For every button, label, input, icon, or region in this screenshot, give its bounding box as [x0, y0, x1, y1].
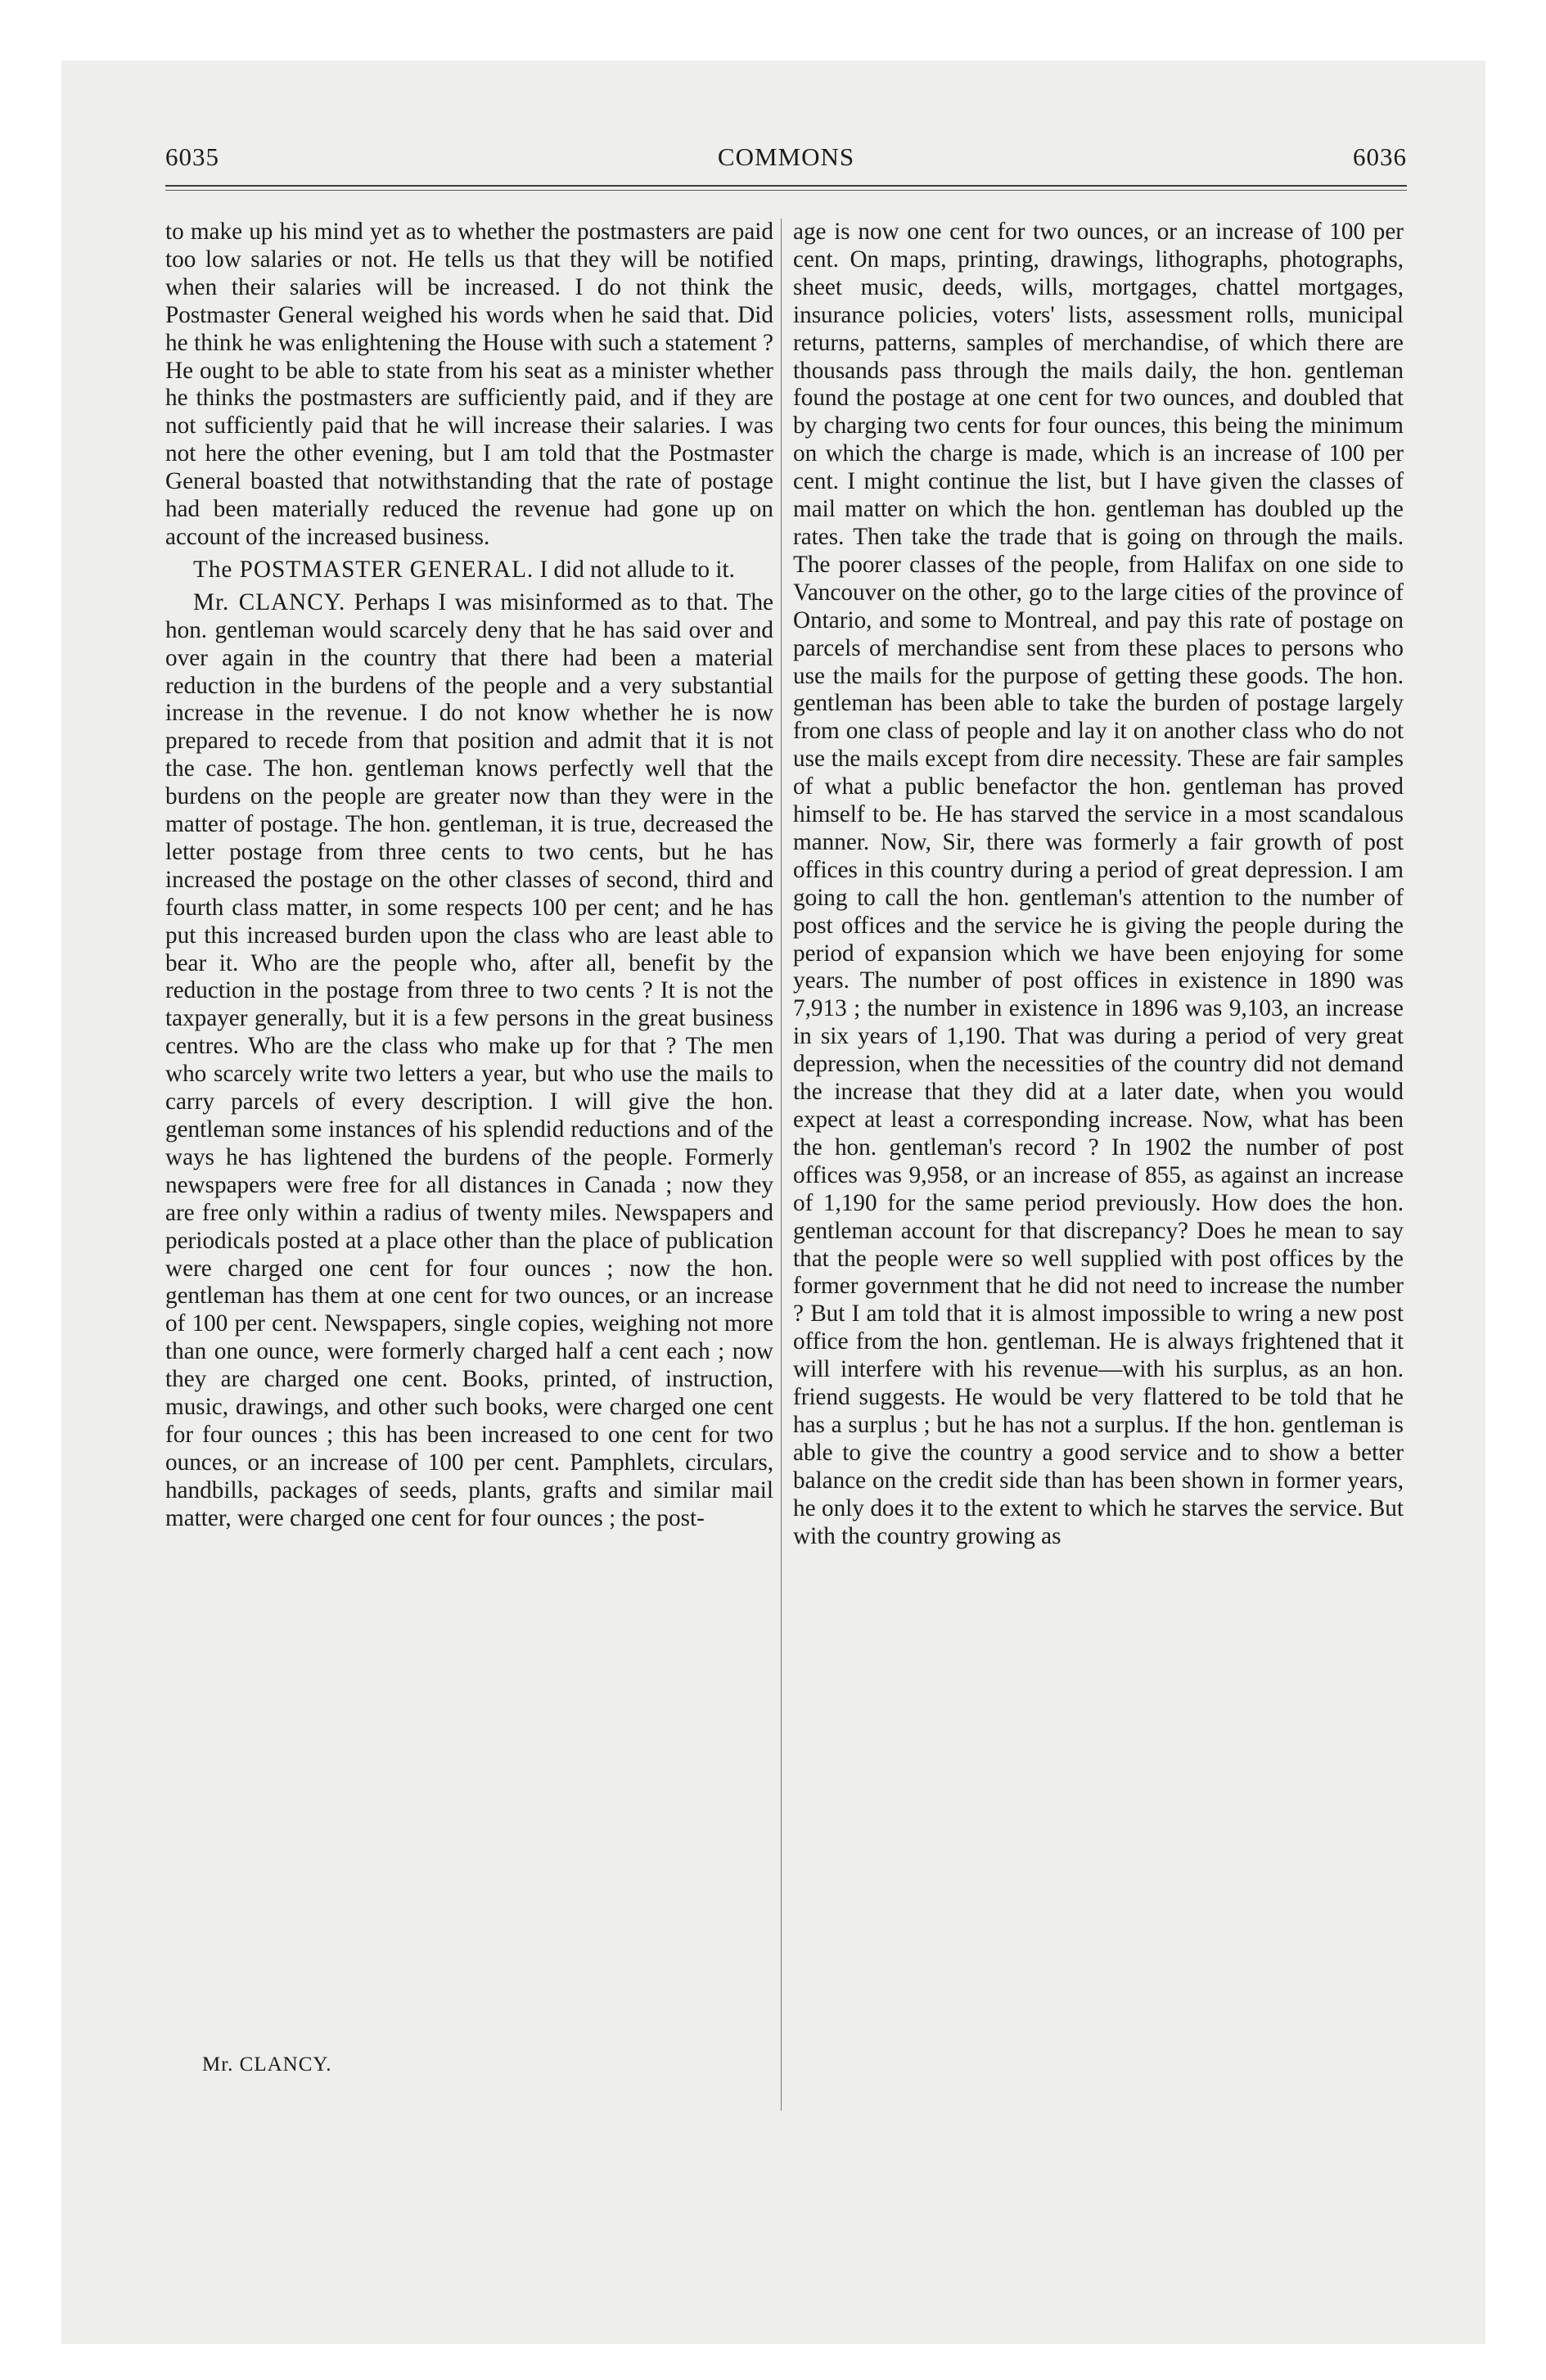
header-rule	[165, 185, 1407, 187]
speech-text: I did not allude to it.	[539, 556, 735, 583]
paragraph: to make up his mind yet as to whether the postmasters are paid too low salaries or not. He tells us that they will be notified when their salaries will be increased. I do not think the Postmaster General weighed his words when he said that. Did he think he was enlightening the House with such a statement ? He ought to be able to state from his seat as a minister whether he thinks the postmasters are sufficiently paid, and if they are not sufficiently paid that he will increase their salaries. I was not here the other evening, but I am told that the Postmaster General boasted that notwithstanding that the rate of postage had been materially reduced the revenue had gone up on account of the increased business.	[165, 219, 773, 550]
paragraph: age is now one cent for two ounces, or an increase of 100 per cent. On maps, printing, drawings, lithographs, photographs, sheet music, deeds, wills, mortgages, chattel mortgages, insurance policies, voters' lists, assessment rolls, municipal returns, patterns, samples of merchandise, of which there are thousands pass through the mails daily, the hon. gentleman found the postage at one cent for two ounces, and doubled that by charging two cents for four ounces, this being the minimum on which the charge is made, which is an increase of 100 per cent. I might continue the list, but I have given the classes of mail matter on which the hon. gentleman has doubled up the rates. Then take the trade that is going on through the mails. The poorer classes of the people, from Halifax on one side to Vancouver on the other, go to the large cities of the province of Ontario, and some to Montreal, and pay this rate of postage on parcels of merchandise sent from these places to persons who use the mails for the purpose of getting these goods. The hon. gentleman has been able to take the burden of postage largely from one class of people and lay it on another class who do not use the mails except from dire necessity. These are fair samples of what a public benefactor the hon. gentleman has proved himself to be. He has starved the service in a most scandalous manner. Now, Sir, there was formerly a fair growth of post offices in this country during a period of great depression. I am going to call the hon. gentleman's attention to the number of post offices and the service he is giving the people during the period of expansion which we have been enjoying for some years. The number of post offices in existence in 1890 was 7,913 ; the number in existence in 1896 was 9,103, an increase in six years of 1,190. That was during a period of very great depression, when the necessities of the country did not demand the increase that they did at a later date, when you would expect at least a corresponding increase. Now, what has been the hon. gentleman's record ? In 1902 the number of post offices was 9,958, or an increase of 855, as against an increase of 1,190 for the same period previously. How does the hon. gentleman account for that discrepancy? Does he mean to say that the people were so well supplied with post offices by the former government that he did not need to increase the number ? But I am told that it is almost impossible to wring a new post office from the hon. gentleman. He is always frightened that it will interfere with his revenue—with his surplus, as an hon. friend suggests. He would be very flattered to be told that he has a surplus ; but he has not a surplus. If the hon. gentleman is able to give the country a good service and to show a better balance on the credit side than has been shown in former years, he only does it to the extent to which he starves the service. But with the country growing as	[793, 219, 1404, 1549]
page-title: COMMONS	[717, 142, 855, 171]
right-column	[793, 219, 1404, 1556]
left-page-number: 6035	[165, 142, 219, 171]
paragraph	[165, 557, 773, 584]
speaker-name: The POSTMASTER GENERAL.	[193, 556, 534, 583]
right-page-number: 6036	[1353, 142, 1407, 171]
column-divider	[781, 219, 782, 2111]
left-column	[165, 219, 773, 1538]
paragraph	[165, 589, 773, 1533]
hansard-page	[165, 142, 1407, 2076]
header-rule-thin	[165, 190, 1407, 191]
speaker-name: Mr. CLANCY.	[193, 588, 346, 615]
page-header	[165, 142, 1407, 180]
speech-text: Perhaps I was misinformed as to that. The hon. gentleman would scarcely deny that he has said over and over again in the country that there had been a material reduction in the burdens of the people and a very substantial increase in the revenue. I do not know whether he is now prepared to recede from that position and admit that it is not the case. The hon. gentleman knows perfectly well that the burdens on the people are greater now than they were in the matter of postage. The hon. gentleman, it is true, decreased the letter postage from three cents to two cents, but he has increased the postage on the other classes of second, third and fourth class matter, in some respects 100 per cent; and he has put this increased burden upon the class who are least able to bear it. Who are the people who, after all, benefit by the reduction in the postage from three to two cents ? It is not the taxpayer generally, but it is a few persons in the great business centres. Who are the class who make up for that ? The men who scarcely write two letters a year, but who use the mails to carry parcels of every description. I will give the hon. gentleman some instances of his splendid reductions and of the ways he has lightened the burdens of the people. Formerly newspapers were free for all distances in Canada ; now they are free only within a radius of twenty miles. Newspapers and periodicals posted at a place other than the place of publication were charged one cent for four ounces ; now the hon. gentleman has them at one cent for two ounces, or an increase of 100 per cent. Newspapers, single copies, weighing not more than one ounce, were formerly charged half a cent each ; now they are charged one cent. Books, printed, of instruction, music, drawings, and other such books, were charged one cent for four ounces ; this has been increased to one cent for two ounces, or an increase of 100 per cent. Pamphlets, circulars, handbills, packages of seeds, plants, grafts and similar mail matter, were charged one cent for four ounces ; the post-	[165, 588, 774, 1531]
footer-speaker: Mr. CLANCY.	[202, 2053, 332, 2076]
